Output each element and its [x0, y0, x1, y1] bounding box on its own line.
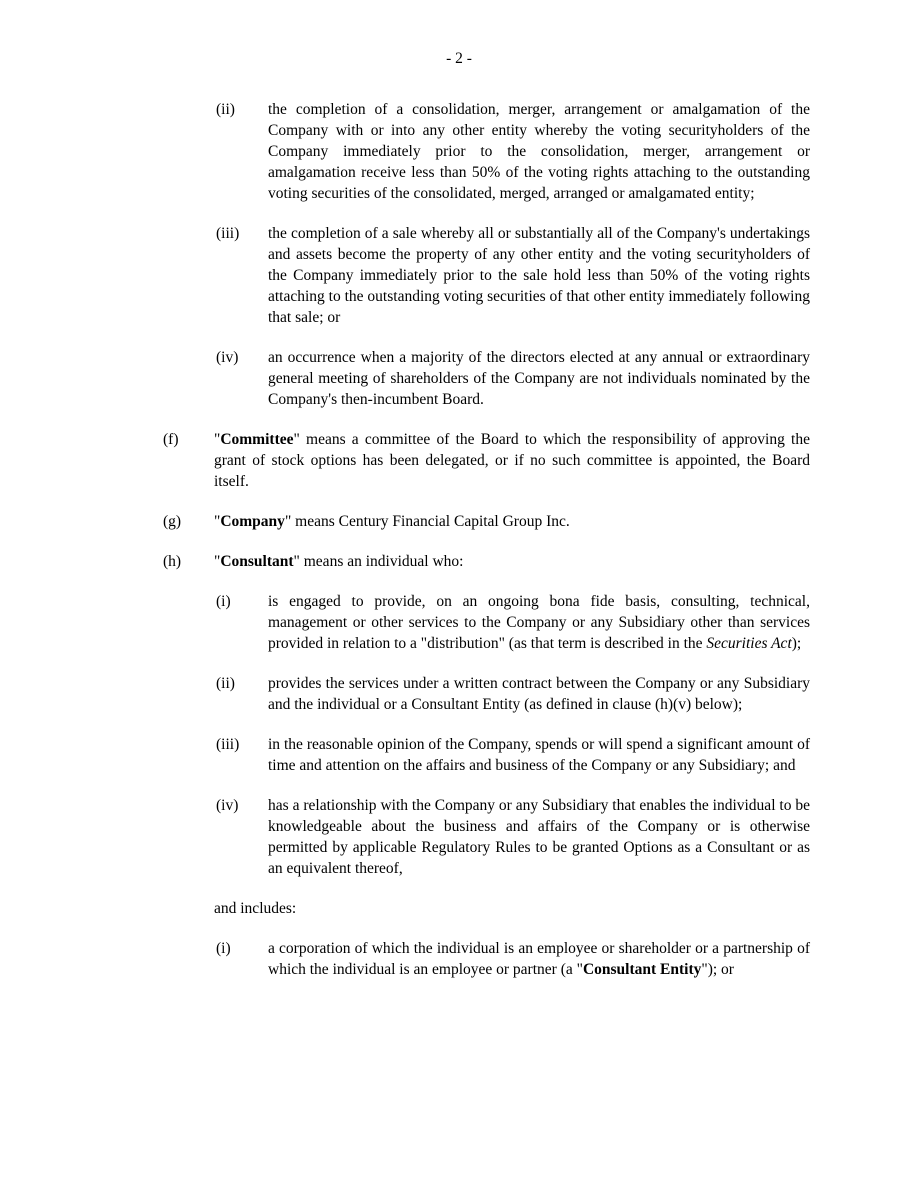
defined-term: Committee [220, 431, 294, 448]
list-item [216, 795, 810, 879]
list-marker: (ii) [216, 101, 235, 118]
list-text [268, 795, 810, 879]
text-run: " [214, 553, 221, 570]
list-item [163, 429, 810, 492]
defined-term: Company [220, 513, 285, 530]
list-item [216, 734, 810, 776]
list-marker: (f) [163, 431, 179, 448]
list-item [216, 938, 810, 980]
text-run: is engaged to provide, on an ongoing bona fide basis, consulting, technical, management or other services to the Company or any Subsidiary other than services provided in relation to a "distribution" (as that term is described in the [268, 593, 810, 652]
list-marker: (i) [216, 593, 231, 610]
list-text [214, 511, 810, 532]
text-run: " [214, 431, 221, 448]
list-text [268, 99, 810, 204]
defined-term: Consultant [220, 553, 294, 570]
text-run: "); or [701, 961, 734, 978]
text-run: a corporation of which the individual is an employee or shareholder or a partnership of which the individual is an employee or partner (a " [268, 940, 810, 978]
continuation-line [163, 898, 810, 919]
list-item [216, 591, 810, 654]
defined-term: Consultant Entity [582, 961, 702, 978]
statute-name: Securities Act [706, 635, 792, 652]
list-item [216, 673, 810, 715]
list-marker: (iv) [216, 349, 239, 366]
text-run: the completion of a sale whereby all or substantially all of the Company's undertakings and assets become the property of any other entity and the voting securityholders of the Company immediately prior to the sale hold less than 50% of the voting rights attaching to the outstanding voting securities of that other entity immediately following that sale; or [268, 225, 810, 326]
text-run: the completion of a consolidation, merger, arrangement or amalgamation of the Company with or into any other entity whereby the voting securityholders of the Company immediately prior to the consolidation, merger, arrangement or amalgamation receive less than 50% of the voting rights attaching to the outstanding voting securities of the consolidated, merged, arranged or amalgamated entity; [268, 101, 810, 202]
text-run: " [214, 513, 221, 530]
page-number: - 2 - [446, 50, 472, 67]
list-marker: (iii) [216, 736, 240, 753]
list-text [214, 898, 810, 919]
list-marker: (ii) [216, 675, 235, 692]
list-text [214, 551, 810, 572]
list-item [163, 511, 810, 532]
text-run: " means an individual who: [293, 553, 464, 570]
list-text [268, 734, 810, 776]
list-text [268, 347, 810, 410]
text-run: provides the services under a written contract between the Company or any Subsidiary and the individual or a Consultant Entity (as defined in clause (h)(v) below); [268, 675, 810, 713]
list-item [216, 223, 810, 328]
text-run: has a relationship with the Company or any Subsidiary that enables the individual to be knowledgeable about the business and affairs of the Company or is otherwise permitted by applicable Regulatory Rules to be granted Options as a Consultant or as an equivalent thereof, [268, 797, 810, 877]
list-text [268, 591, 810, 654]
text-run: in the reasonable opinion of the Company, spends or will spend a significant amount of time and attention on the affairs and business of the Company or any Subsidiary; and [268, 736, 810, 774]
list-marker: (i) [216, 940, 231, 957]
list-item [216, 99, 810, 204]
list-item [216, 347, 810, 410]
list-marker: (g) [163, 513, 182, 530]
text-run: an occurrence when a majority of the directors elected at any annual or extraordinary general meeting of shareholders of the Company are not individuals nominated by the Company's then-incumbent Board. [268, 349, 810, 408]
list-marker: (iii) [216, 225, 240, 242]
list-marker [163, 898, 214, 919]
list-text [268, 938, 810, 980]
list-marker: (iv) [216, 797, 239, 814]
text-run: and includes: [214, 900, 297, 917]
list-text [268, 223, 810, 328]
text-run: " means Century Financial Capital Group Inc. [284, 513, 570, 530]
text-run: " means a committee of the Board to which the responsibility of approving the grant of stock options has been delegated, or if no such committee is appointed, the Board itself. [214, 431, 810, 490]
list-text [268, 673, 810, 715]
list-item [163, 551, 810, 572]
list-marker: (h) [163, 553, 182, 570]
list-text [214, 429, 810, 492]
text-run: ); [791, 635, 802, 652]
